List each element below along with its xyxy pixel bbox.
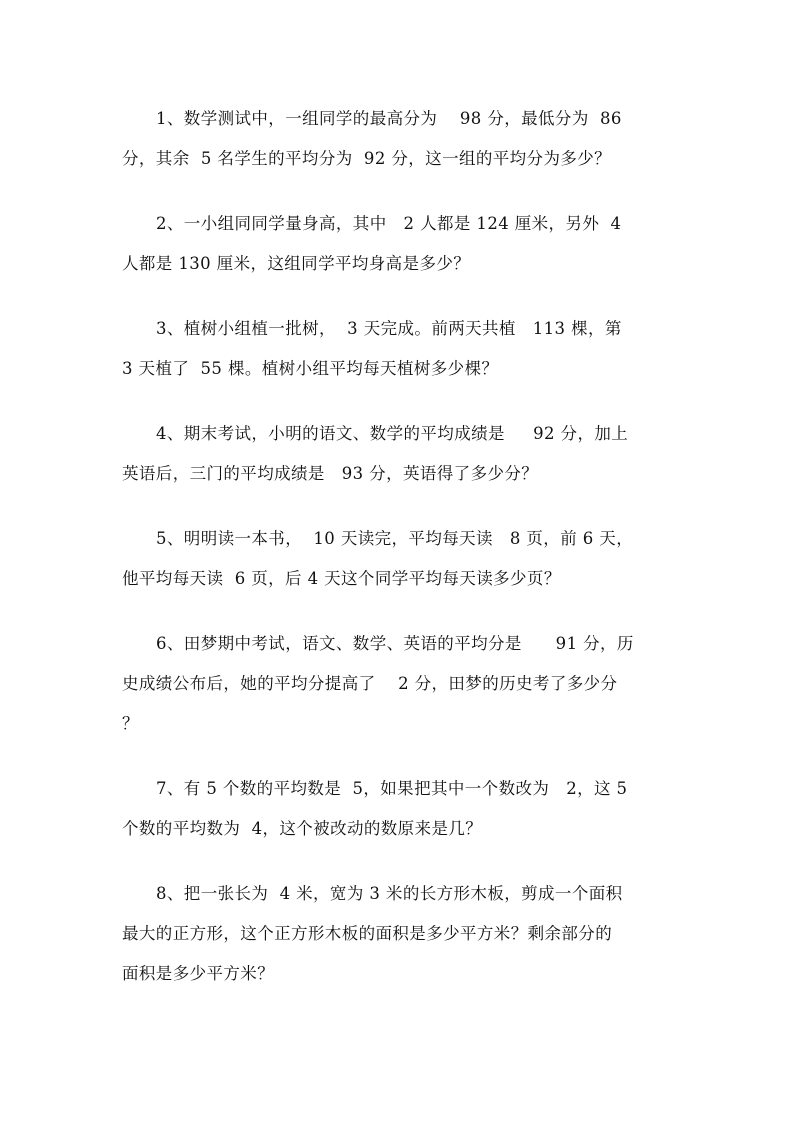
problem-8-line-3: 面积是多少平方米？: [122, 964, 275, 983]
problem-6: [122, 624, 682, 744]
problem-8-line-2: 最大的正方形，这个正方形木板的面积是多少平方米？剩余部分的: [122, 924, 613, 943]
problem-7: [122, 769, 682, 849]
problem-4-line-1: 4、期末考试，小明的语文、数学的平均成绩是 92 分，加上: [156, 424, 629, 443]
problem-5: [122, 519, 682, 599]
problem-list: [122, 99, 682, 1019]
problem-1: [122, 99, 682, 179]
problem-5-line-2: 他平均每天读 6 页，后 4 天这个同学平均每天读多少页？: [122, 569, 561, 588]
problem-7-line-2: 个数的平均数为 4，这个被改动的数原来是几？: [122, 819, 483, 838]
problem-8-line-1: 8、把一张长为 4 米，宽为 3 米的长方形木板，剪成一个面积: [156, 884, 623, 903]
problem-3-line-1: 3、植树小组植一批树， 3 天完成。前两天共植 113 棵，第: [156, 319, 622, 338]
problem-4: [122, 414, 682, 494]
problem-2: [122, 204, 682, 284]
problem-6-line-2: 史成绩公布后，她的平均分提高了 2 分，田梦的历史考了多少分: [122, 674, 618, 693]
problem-4-line-2: 英语后，三门的平均成绩是 93 分，英语得了多少分？: [122, 464, 539, 483]
problem-6-line-1: 6、田梦期中考试，语文、数学、英语的平均分是 91 分，历: [156, 634, 634, 653]
problem-7-line-1: 7、有 5 个数的平均数是 5，如果把其中一个数改为 2，这 5: [156, 779, 628, 798]
problem-2-line-1: 2、一小组同同学量身高，其中 2 人都是 124 厘米，另外 4: [156, 214, 622, 233]
problem-8: [122, 874, 682, 994]
problem-3-line-2: 3 天植了 55 棵。植树小组平均每天植树多少棵？: [122, 359, 499, 378]
problem-6-line-3: ？: [122, 714, 139, 733]
problem-5-line-1: 5、明明读一本书， 10 天读完，平均每天读 8 页，前 6 天，: [156, 529, 634, 548]
problem-3: [122, 309, 682, 389]
problem-1-line-1: 1、数学测试中，一组同学的最高分为 98 分，最低分为 86: [156, 109, 622, 128]
problem-2-line-2: 人都是 130 厘米，这组同学平均身高是多少？: [122, 254, 471, 273]
problem-1-line-2: 分，其余 5 名学生的平均分为 92 分，这一组的平均分为多少？: [122, 149, 612, 168]
